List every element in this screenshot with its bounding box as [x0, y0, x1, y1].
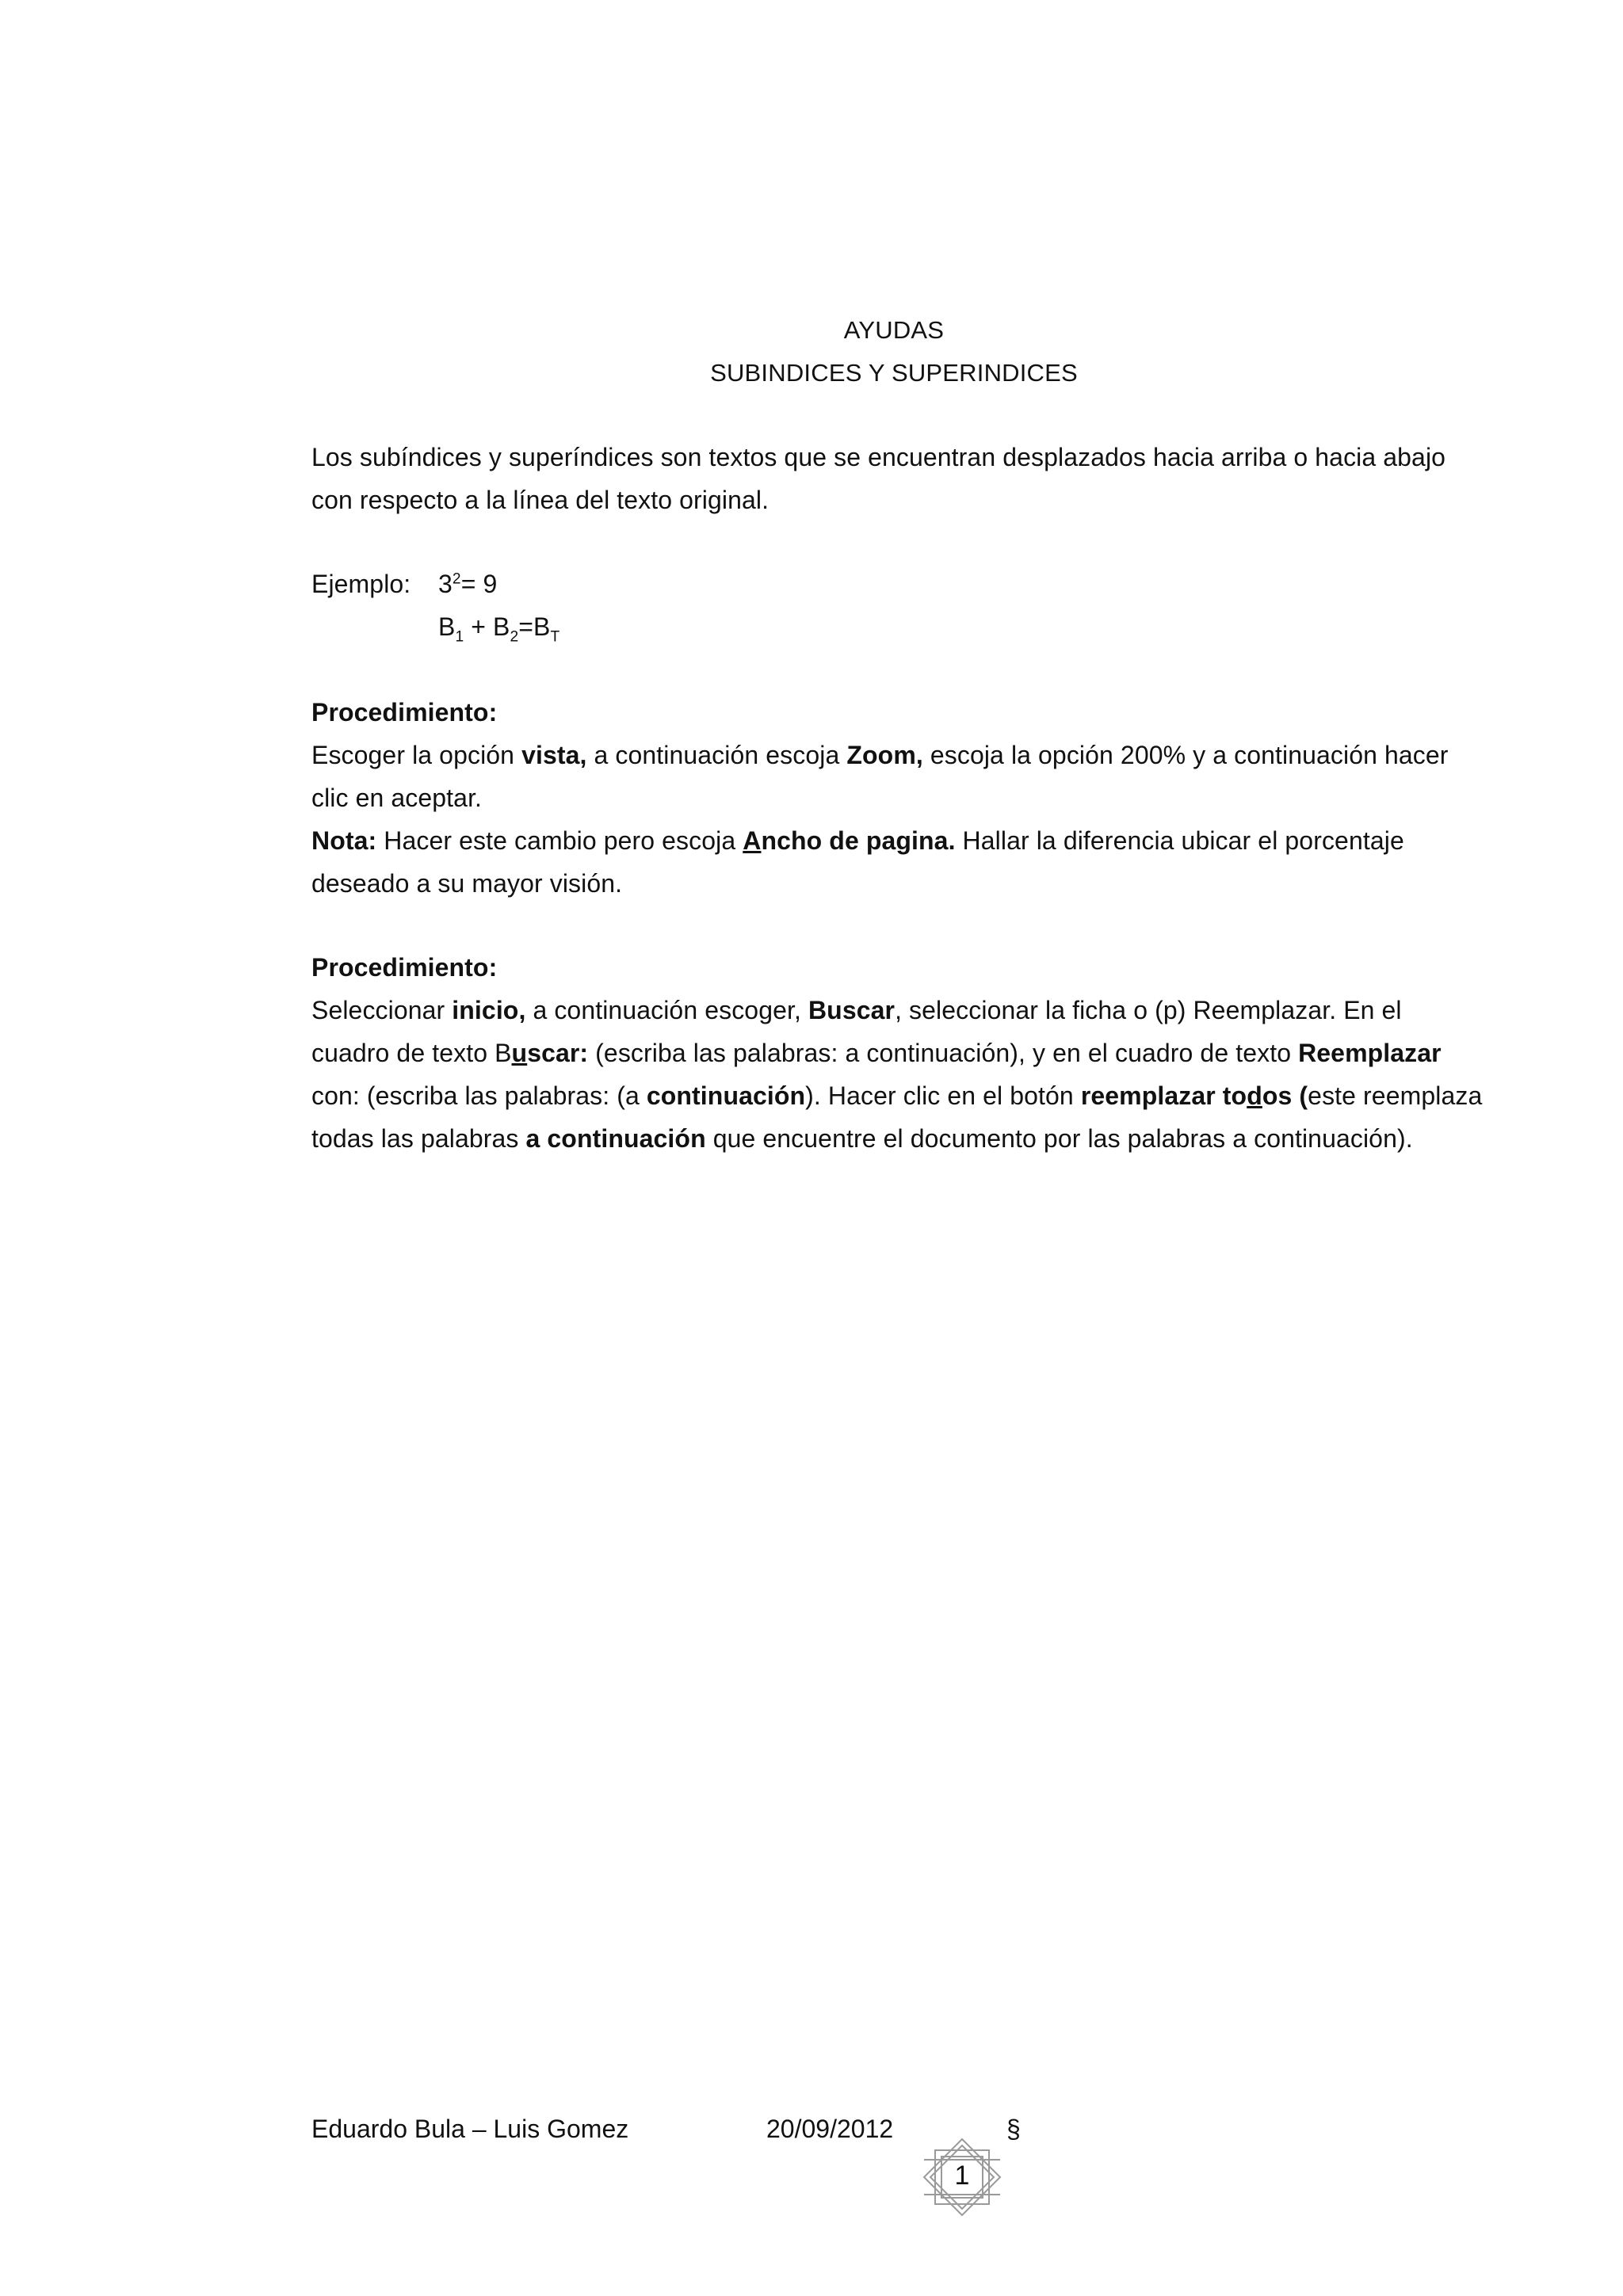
section-symbol: § — [1006, 2115, 1021, 2143]
note-paragraph: Nota: Hacer este cambio pero escoja Ancho de pagina. Hallar la diferencia ubicar el porcentaje deseado a su mayor visión. — [311, 826, 1404, 898]
procedure-section-2 — [311, 946, 1484, 1160]
procedure-heading: Procedimiento: — [311, 698, 498, 727]
procedure-section-1 — [311, 691, 1484, 905]
footer-authors: Eduardo Bula – Luis Gomez — [311, 2115, 629, 2143]
procedure-paragraph: Escoger la opción vista, a continuación escoja Zoom, escoja la opción 200% y a continuación hacer clic en aceptar. — [311, 741, 1449, 812]
page-number-badge — [921, 2136, 1003, 2218]
example-row-2 — [311, 605, 1484, 648]
formula-power: $3^2= 9$ — [438, 570, 498, 598]
procedure-heading: Procedimiento: — [311, 953, 498, 982]
footer-date: 20/09/2012 — [766, 2115, 894, 2143]
page-title: AYUDAS — [843, 316, 945, 344]
example-label: Ejemplo: — [311, 570, 411, 598]
example-block — [311, 563, 1484, 648]
example-row-1 — [311, 563, 1484, 605]
procedure-paragraph: Seleccionar inicio, a continuación escoger, Buscar, seleccionar la ficha o (p) Reemplazar. En el cuadro de texto Buscar: (escriba las palabras: a continuación), y en el cuadro de texto Reemplazar con: (escriba las palabras: (a continuación). Hacer clic en el botón reemplazar todos (este reemplaza todas las palabras a continuación que encuentre el documento por las palabras a continuación). — [311, 996, 1483, 1153]
page-subtitle: SUBINDICES Y SUPERINDICES — [710, 359, 1078, 387]
formula-subscript: $B_1 + B_2=B_T$ — [438, 612, 560, 646]
intro-paragraph: Los subíndices y superíndices son textos que se encuentran desplazados hacia arriba o hacia abajo con respecto a la línea del texto original. — [311, 443, 1446, 514]
page-number: 1 — [954, 2161, 970, 2191]
